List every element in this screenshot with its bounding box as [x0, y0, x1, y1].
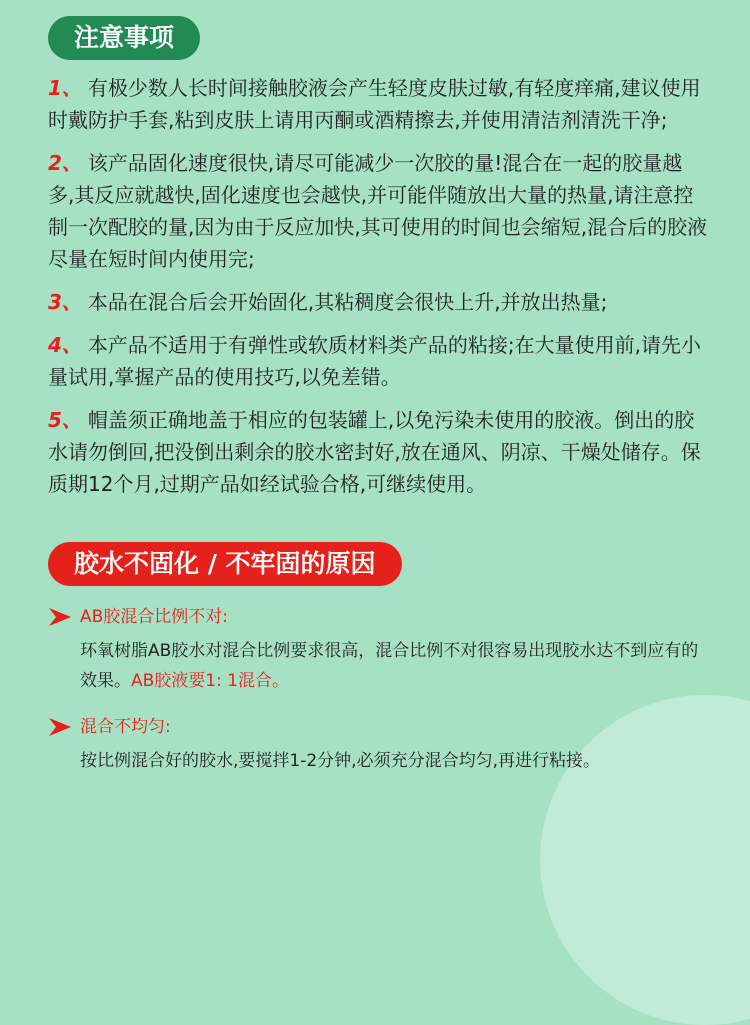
red-arrow-icon — [48, 607, 72, 627]
cause-header — [48, 602, 708, 632]
note-item — [48, 147, 708, 275]
note-item — [48, 72, 708, 136]
note-text: 该产品固化速度很快,请尽可能减少一次胶的量!混合在一起的胶量越多,其反应就越快,固化速度也会越快,并可能伴随放出大量的热量,请注意控制一次配胶的量,因为由于反应加快,其可使用的时间也会缩短,混合后的胶液尽量在短时间内使用完; — [48, 151, 708, 271]
cause-description — [80, 636, 708, 696]
note-number: 5、 — [48, 408, 82, 432]
red-arrow-icon — [48, 717, 72, 737]
cause-text: 按比例混合好的胶水,要搅拌1-2分钟,必须充分混合均匀,再进行粘接。 — [80, 751, 600, 771]
note-text: 帽盖须正确地盖于相应的包装罐上,以免污染未使用的胶液。倒出的胶水请勿倒回,把没倒出剩余的胶水密封好,放在通风、阴凉、干燥处储存。保质期12个月,过期产品如经试验合格,可继续使用。 — [48, 408, 701, 496]
notes-list — [48, 72, 708, 500]
note-text: 本品在混合后会开始固化,其粘稠度会很快上升,并放出热量; — [87, 290, 608, 314]
cause-item — [48, 602, 708, 696]
cause-item — [48, 712, 708, 776]
cause-text: 环氧树脂AB胶水对混合比例要求很高，混合比例不对很容易出现胶水达不到应有的效果。 — [80, 641, 699, 691]
note-item — [48, 329, 708, 393]
note-number: 2、 — [48, 151, 82, 175]
cause-header — [48, 712, 708, 742]
note-item — [48, 404, 708, 500]
cause-title: AB胶混合比例不对: — [80, 607, 229, 627]
note-item — [48, 286, 708, 318]
note-number: 4、 — [48, 333, 82, 357]
causes-title: 胶水不固化 / 不牢固的原因 — [48, 542, 402, 586]
note-text: 本产品不适用于有弹性或软质材料类产品的粘接;在大量使用前,请先小量试用,掌握产品的使用技巧,以免差错。 — [48, 333, 702, 389]
notes-title: 注意事项 — [48, 16, 200, 60]
cause-highlight: AB胶液要1: 1混合。 — [131, 671, 290, 691]
note-text: 有极少数人长时间接触胶液会产生轻度皮肤过敏,有轻度痒痛,建议使用时戴防护手套,粘到皮肤上请用丙酮或酒精擦去,并使用清洁剂清洗干净; — [48, 76, 701, 132]
causes-section — [48, 542, 708, 776]
cause-description — [80, 746, 708, 776]
cause-title: 混合不均匀: — [80, 717, 171, 737]
note-number: 1、 — [48, 76, 82, 100]
note-number: 3、 — [48, 290, 82, 314]
